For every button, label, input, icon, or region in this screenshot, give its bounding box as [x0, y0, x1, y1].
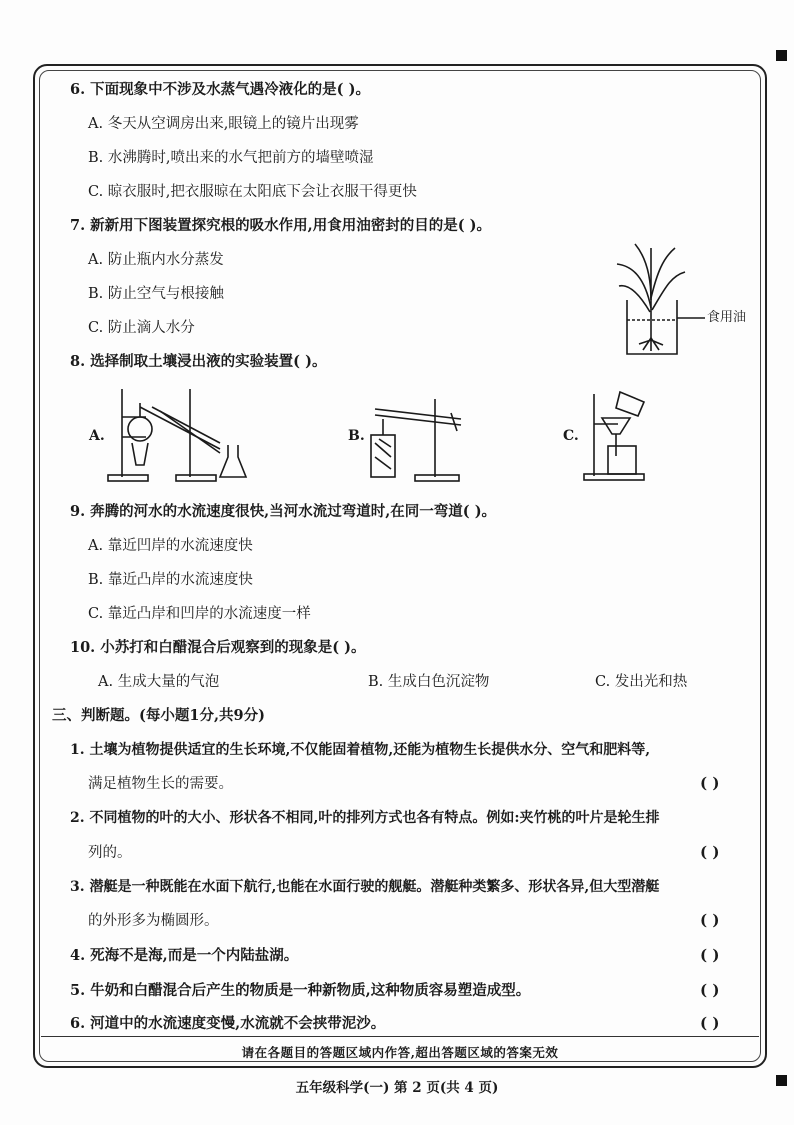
page-number: 五年级科学(一) 第 2 页(共 4 页): [295, 1080, 499, 1096]
judge-item-4-answer-blank[interactable]: ( ): [700, 946, 720, 964]
judge-item-3-line-1: 3. 潜艇是一种既能在水面下航行,也能在水面行驶的舰艇。潜艇种类繁多、形状各异,但大型潜艇: [70, 879, 660, 895]
question-7-option-c: C. 防止滴人水分: [88, 320, 195, 336]
question-8-option-c-label: C.: [563, 428, 579, 444]
question-8-option-b-label: B.: [348, 428, 365, 444]
judge-item-1-line-2: 满足植物生长的需要。: [88, 776, 233, 792]
oil-label: 食用油: [707, 310, 747, 325]
judge-item-2-line-2: 列的。: [88, 845, 132, 861]
question-9-option-b: B. 靠近凸岸的水流速度快: [88, 572, 253, 588]
filtration-apparatus-icon: [580, 388, 660, 484]
question-10-stem: 10. 小苏打和白醋混合后观察到的现象是( )。: [70, 639, 366, 656]
question-7-option-a: A. 防止瓶内水分蒸发: [88, 252, 224, 268]
registration-mark-top: [776, 50, 787, 61]
judge-item-1-line-1: 1. 土壤为植物提供适宜的生长环境,不仅能固着植物,还能为植物生长提供水分、空气和肥料等,: [70, 742, 651, 758]
judge-item-5-answer-blank[interactable]: ( ): [700, 981, 720, 999]
section-3-title: 三、判断题。(每小题1分,共9分): [52, 707, 265, 724]
judge-item-6-line-1: 6. 河道中的水流速度变慢,水流就不会挟带泥沙。: [70, 1015, 386, 1032]
distillation-apparatus-icon: [100, 385, 260, 485]
judge-item-4-line-1: 4. 死海不是海,而是一个内陆盐湖。: [70, 947, 299, 964]
question-10-option-c: C. 发出光和热: [595, 674, 688, 690]
question-9-stem: 9. 奔腾的河水的水流速度很快,当河水流过弯道时,在同一弯道( )。: [70, 503, 497, 520]
heating-tube-apparatus-icon: [365, 395, 475, 485]
question-6-option-a: A. 冬天从空调房出来,眼镜上的镜片出现雾: [88, 116, 359, 132]
question-6-stem: 6. 下面现象中不涉及水蒸气遇冷液化的是( )。: [70, 81, 370, 98]
question-7-stem: 7. 新新用下图装置探究根的吸水作用,用食用油密封的目的是( )。: [70, 217, 492, 234]
question-8-stem: 8. 选择制取土壤浸出液的实验装置( )。: [70, 353, 327, 370]
judge-item-5-line-1: 5. 牛奶和白醋混合后产生的物质是一种新物质,这种物质容易塑造成型。: [70, 982, 531, 999]
question-7-option-b: B. 防止空气与根接触: [88, 286, 224, 302]
question-6-option-b: B. 水沸腾时,喷出来的水气把前方的墙壁喷湿: [88, 150, 374, 166]
judge-item-6-answer-blank[interactable]: ( ): [700, 1014, 720, 1032]
judge-item-3-line-2: 的外形多为椭圆形。: [88, 913, 219, 929]
question-10-option-a: A. 生成大量的气泡: [98, 674, 220, 690]
question-9-option-c: C. 靠近凸岸和凹岸的水流速度一样: [88, 606, 311, 622]
judge-item-2-line-1: 2. 不同植物的叶的大小、形状各不相同,叶的排列方式也各有特点。例如:夹竹桃的叶片是轮生排: [70, 810, 660, 826]
question-6-option-c: C. 晾衣服时,把衣服晾在太阳底下会让衣服干得更快: [88, 184, 417, 200]
judge-item-3-answer-blank[interactable]: ( ): [700, 911, 720, 929]
question-9-option-a: A. 靠近凹岸的水流速度快: [88, 538, 253, 554]
plant-in-oil-container-figure: [605, 238, 715, 358]
answer-area-notice: 请在各题目的答题区域内作答,超出答题区域的答案无效: [241, 1045, 559, 1060]
footer-separator: [41, 1036, 759, 1037]
judge-item-2-answer-blank[interactable]: ( ): [700, 843, 720, 861]
judge-item-1-answer-blank[interactable]: ( ): [700, 774, 720, 792]
question-8-option-a-label: A.: [89, 428, 105, 444]
question-10-option-b: B. 生成白色沉淀物: [368, 674, 490, 690]
